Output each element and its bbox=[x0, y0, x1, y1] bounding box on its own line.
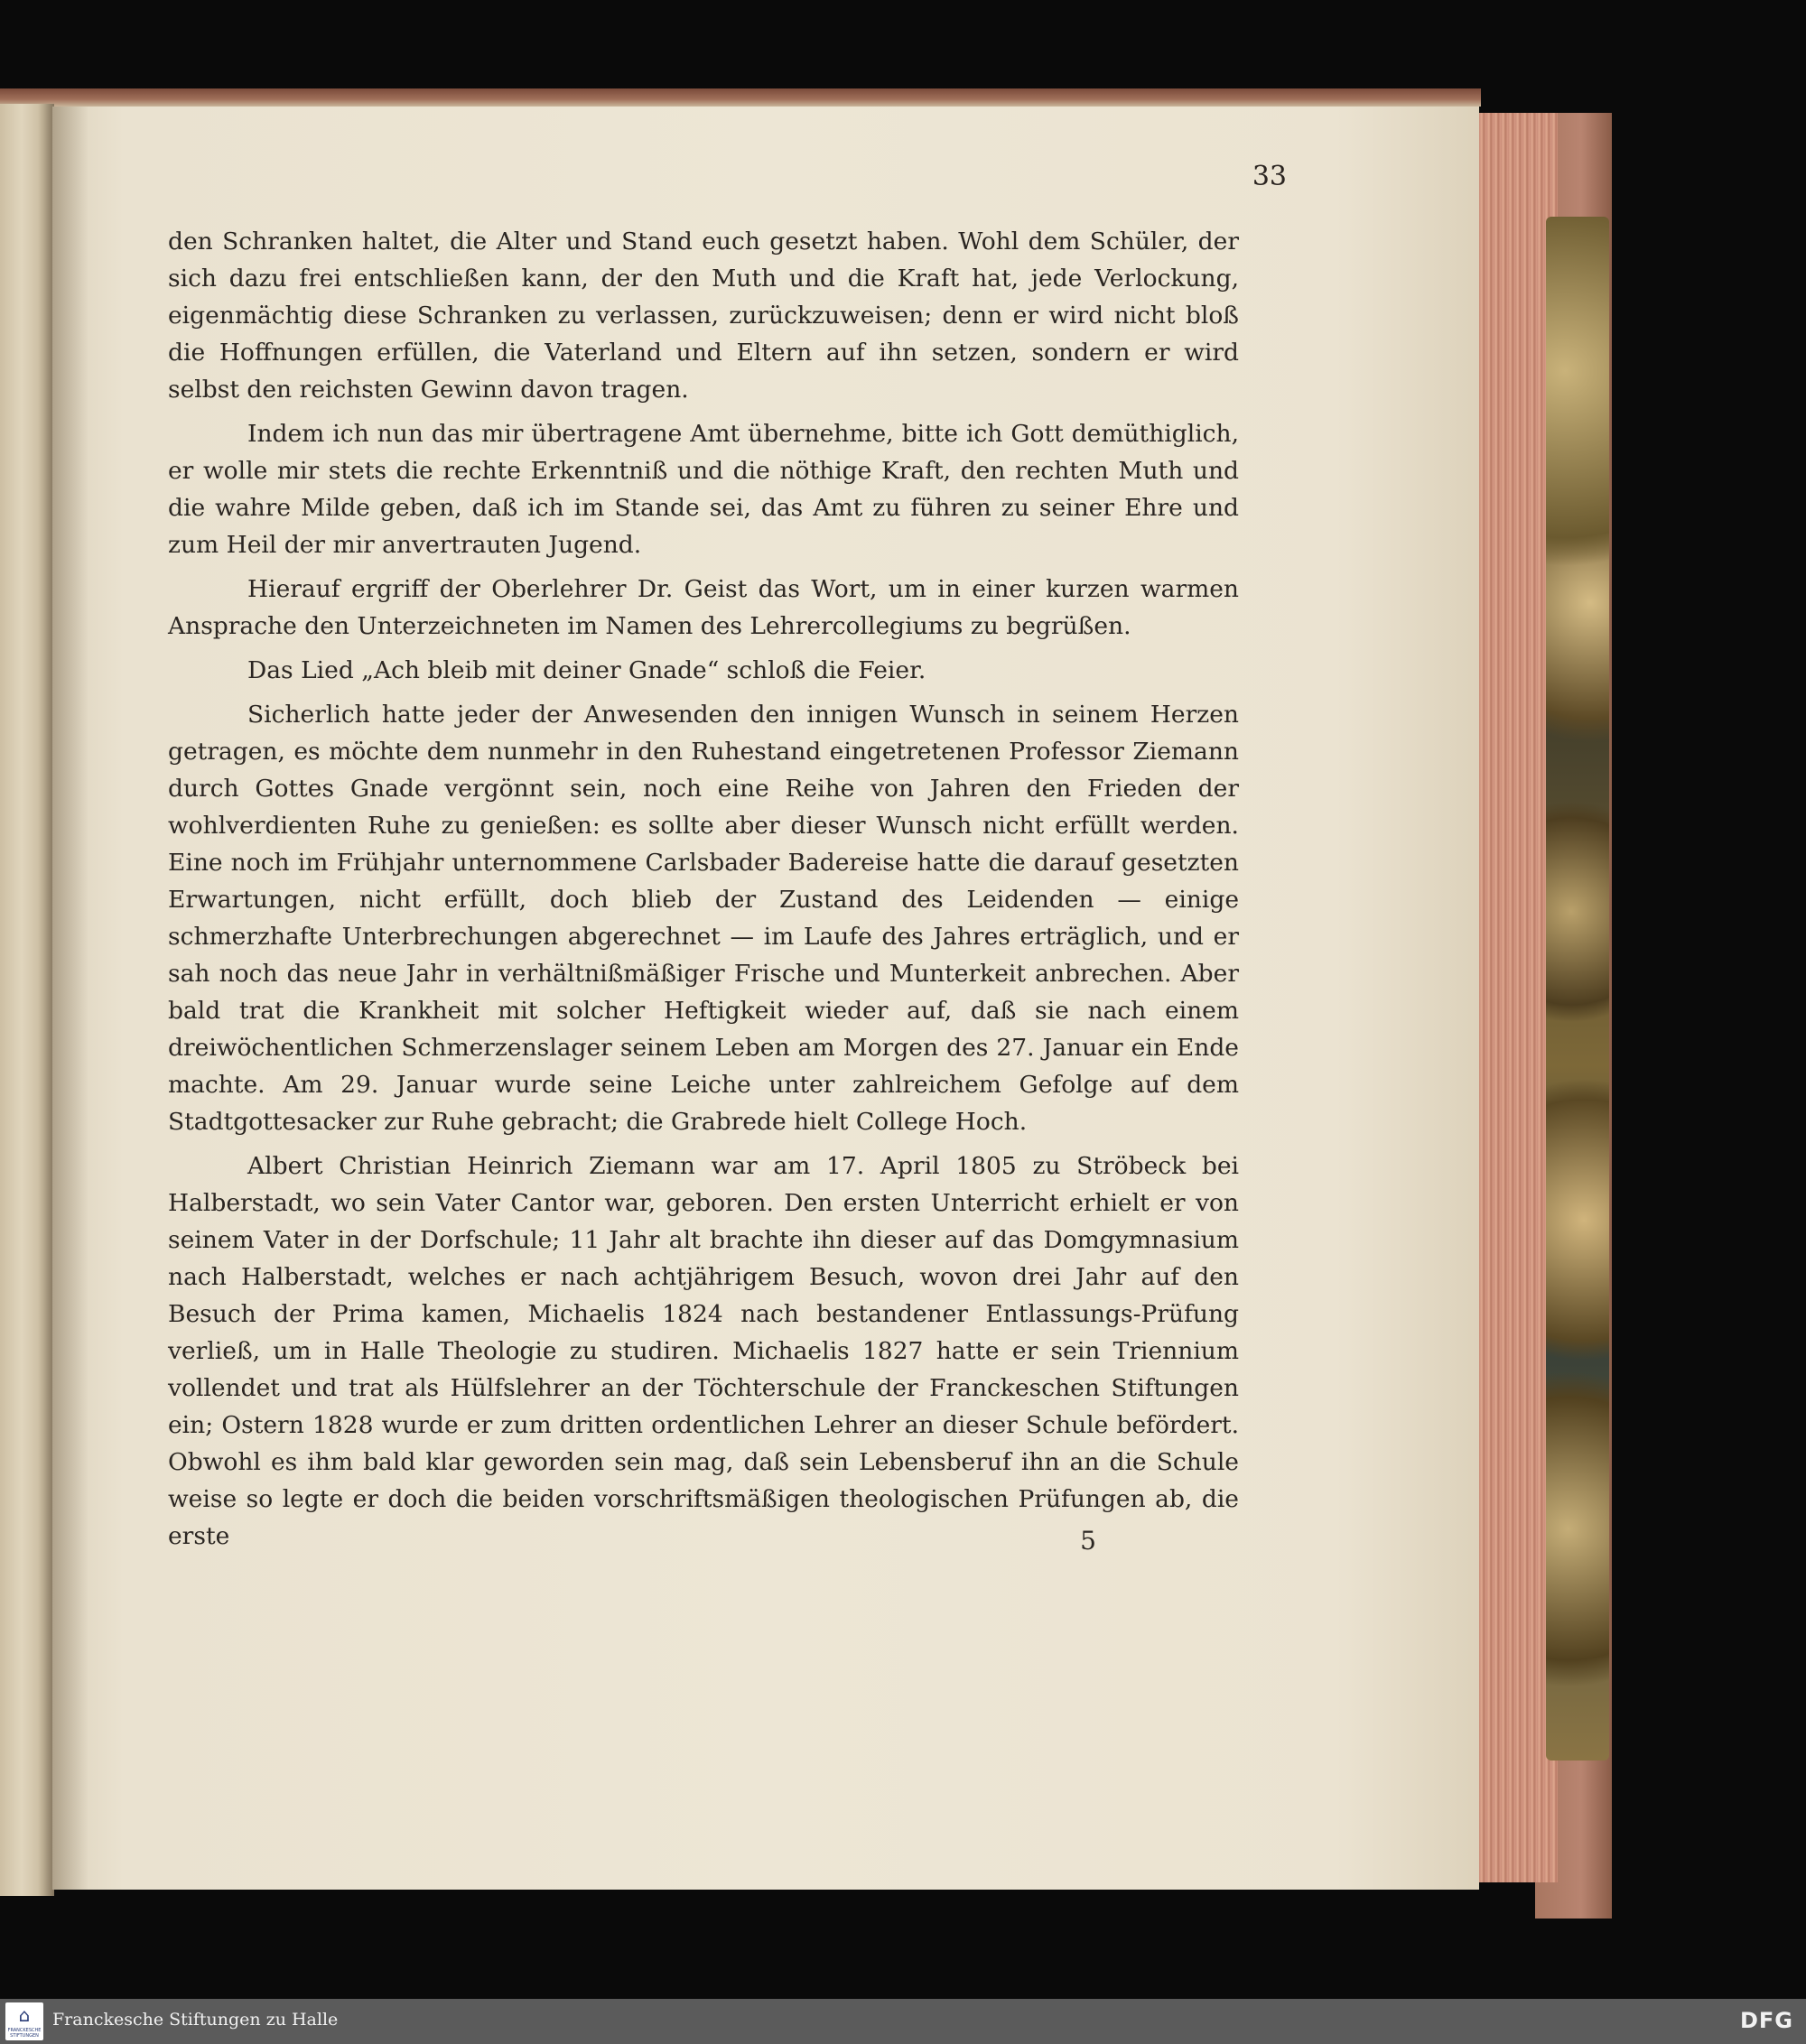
footer-bar bbox=[0, 1999, 1806, 2044]
paragraph-3: Hierauf ergriff der Oberlehrer Dr. Geist das Wort, um in einer kurzen warmen Ansprache den Unterzeichneten im Namen des Lehrercollegiums zu begrüßen. bbox=[168, 575, 1239, 640]
page-block-edge bbox=[1472, 113, 1558, 1882]
institution-name: Franckesche Stiftungen zu Halle bbox=[52, 2010, 339, 2030]
book-top-edge bbox=[0, 88, 1481, 107]
paragraph-6: Albert Christian Heinrich Ziemann war am 17. April 1805 zu Ströbeck bei Halberstadt, wo sein Vater Cantor war, geboren. Den ersten Unterricht erhielt er von seinem Vater in der Dorfschule; 11 Jahr alt brachte ihn dieser auf das Domgymnasium nach Halberstadt, welches er nach achtjährigem Besuch, wovon drei Jahr auf den Besuch der Prima kamen, Michaelis 1824 nach bestandener Entlassungs-Prüfung verließ, um in Halle Theologie zu studiren. Michaelis 1827 hatte er sein Triennium vollendet und trat als Hülfslehrer an der Töchterschule der Franckeschen Stiftungen ein; Ostern 1828 wurde er zum dritten ordentlichen Lehrer an dieser Schule befördert. Obwohl es ihm bald klar geworden sein mag, daß sein Lebensberuf ihn an die Schule weise so legte er doch die beiden vorschriftsmäßigen theologischen Prüfungen ab, die erste bbox=[168, 1152, 1239, 1550]
building-icon: ⌂ bbox=[18, 2004, 31, 2026]
institution-logo[interactable] bbox=[5, 2002, 43, 2040]
signature-mark: 5 bbox=[1080, 1526, 1096, 1556]
logo-text: FRANCKESCHE STIFTUNGEN bbox=[7, 2028, 42, 2039]
paragraph-5: Sicherlich hatte jeder der Anwesenden den innigen Wunsch in seinem Herzen getragen, es möchte dem nunmehr in den Ruhestand eingetretenen Professor Ziemann durch Gottes Gnade vergönnt sein, noch eine Reihe von Jahren den Frieden der wohlverdienten Ruhe zu genießen: es sollte aber dieser Wunsch nicht erfüllt werden. Eine noch im Frühjahr unternommene Carlsbader Badereise hatte die darauf gesetzten Erwartungen, nicht erfüllt, doch blieb der Zustand des Leidenden — einige schmerzhafte Unterbrechungen abgerechnet — im Laufe des Jahres erträglich, und er sah noch das neue Jahr in verhältnißmäßiger Frische und Munterkeit anbrechen. Aber bald trat die Krankheit mit solcher Heftigkeit wieder auf, daß sie nach einem dreiwöchentlichen Schmerzenslager seinem Leben am Morgen des 27. Januar ein Ende machte. Am 29. Januar wurde seine Leiche unter zahlreichem Gefolge auf dem Stadtgottesacker zur Ruhe gebracht; die Grabrede hielt College Hoch. bbox=[168, 701, 1239, 1136]
paragraph-2: Indem ich nun das mir übertragene Amt übernehme, bitte ich Gott demüthiglich, er wolle mir stets die rechte Erkenntniß und die nöthige Kraft, den rechten Muth und die wahre Milde geben, daß ich im Stande sei, das Amt zu führen zu seiner Ehre und zum Heil der mir anvertrauten Jugend. bbox=[168, 420, 1239, 559]
marbled-cover bbox=[1546, 217, 1609, 1761]
page-number: 33 bbox=[1252, 161, 1287, 192]
paragraph-4: Das Lied „Ach bleib mit deiner Gnade“ schloß die Feier. bbox=[247, 656, 926, 684]
dfg-logo: DFG bbox=[1739, 2008, 1793, 2033]
paragraph-1: den Schranken haltet, die Alter und Stand euch gesetzt haben. Wohl dem Schüler, der sich dazu frei entschließen kann, der den Muth und die Kraft hat, jede Verlockung, eigenmächtig diese Schranken zu verlassen, zurückzuweisen; denn er wird nicht bloß die Hoffnungen erfüllen, die Vaterland und Eltern auf ihn setzen, sondern er wird selbst den reichsten Gewinn davon tragen. bbox=[168, 228, 1239, 404]
left-page-edge bbox=[0, 104, 54, 1896]
page-text bbox=[168, 223, 1239, 1562]
